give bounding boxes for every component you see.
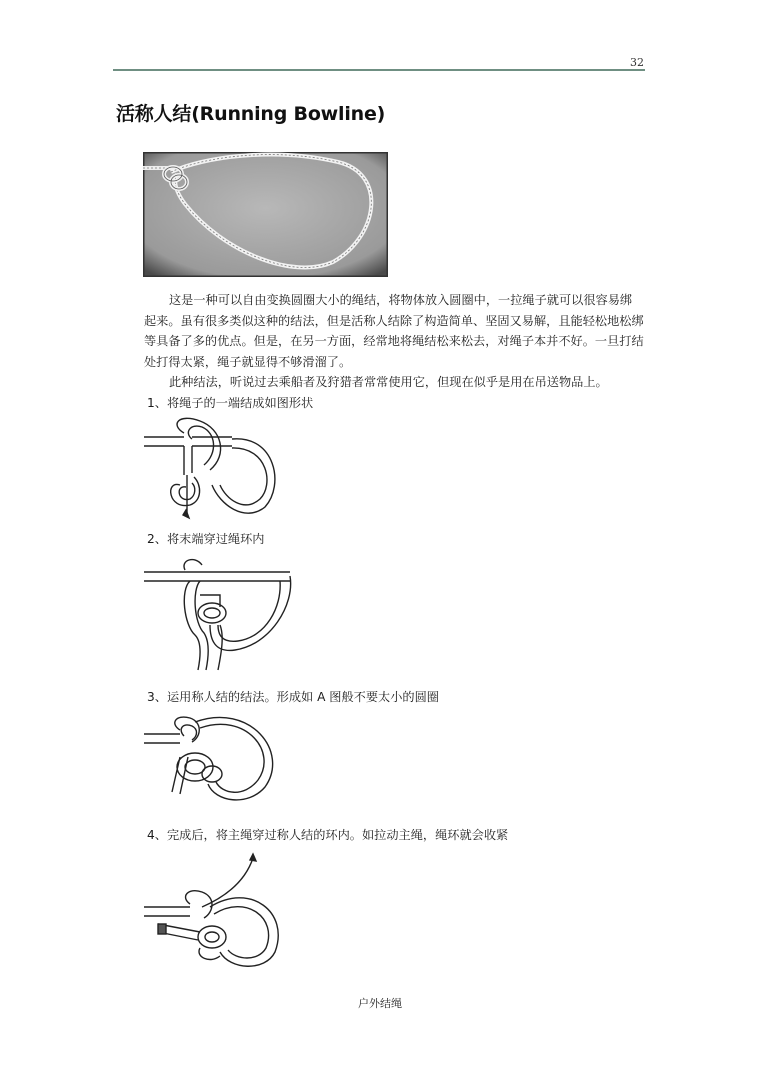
- step-1-figure: [140, 415, 300, 525]
- step-1-caption: 1、将绳子的一端结成如图形状: [147, 395, 314, 410]
- page-number: 32: [630, 56, 644, 69]
- usage-paragraph: 此种结法，听说过去乘船者及狩猎者常常使用它，但现在似乎是用在吊送物品上。: [169, 375, 608, 389]
- step-4-caption: 4、完成后，将主绳穿过称人结的环内。如拉动主绳，绳环就会收紧: [147, 828, 509, 842]
- page-footer: 户外结绳: [358, 997, 402, 1010]
- intro-paragraph: 这是一种可以自由变换圆圈大小的绳结，将物体放入圆圈中，一拉绳子就可以很容易绑起来。虽有很多类似这种的结法，但是活称人结除了构造简单、坚固又易解，且能轻松地松绑等具备了多的优点。但是，在另一方面，经常地将绳结松来松去，对绳子本并不好。一旦打结处打得太紧，绳子就显得不够滑溜了。: [144, 293, 644, 369]
- step-3-caption: 3、运用称人结的结法。形成如 A 图般不要太小的圆圈: [147, 690, 439, 704]
- step-2-caption: 2、将末端穿过绳环内: [147, 532, 265, 546]
- knot-photo: [143, 152, 388, 277]
- header-rule: [113, 69, 645, 71]
- body-text: [144, 290, 644, 413]
- page-title: 活称人结(Running Bowline): [116, 103, 386, 125]
- step-4-figure: [140, 852, 300, 977]
- step-2-figure: [140, 555, 300, 675]
- step-3-figure: [140, 712, 300, 807]
